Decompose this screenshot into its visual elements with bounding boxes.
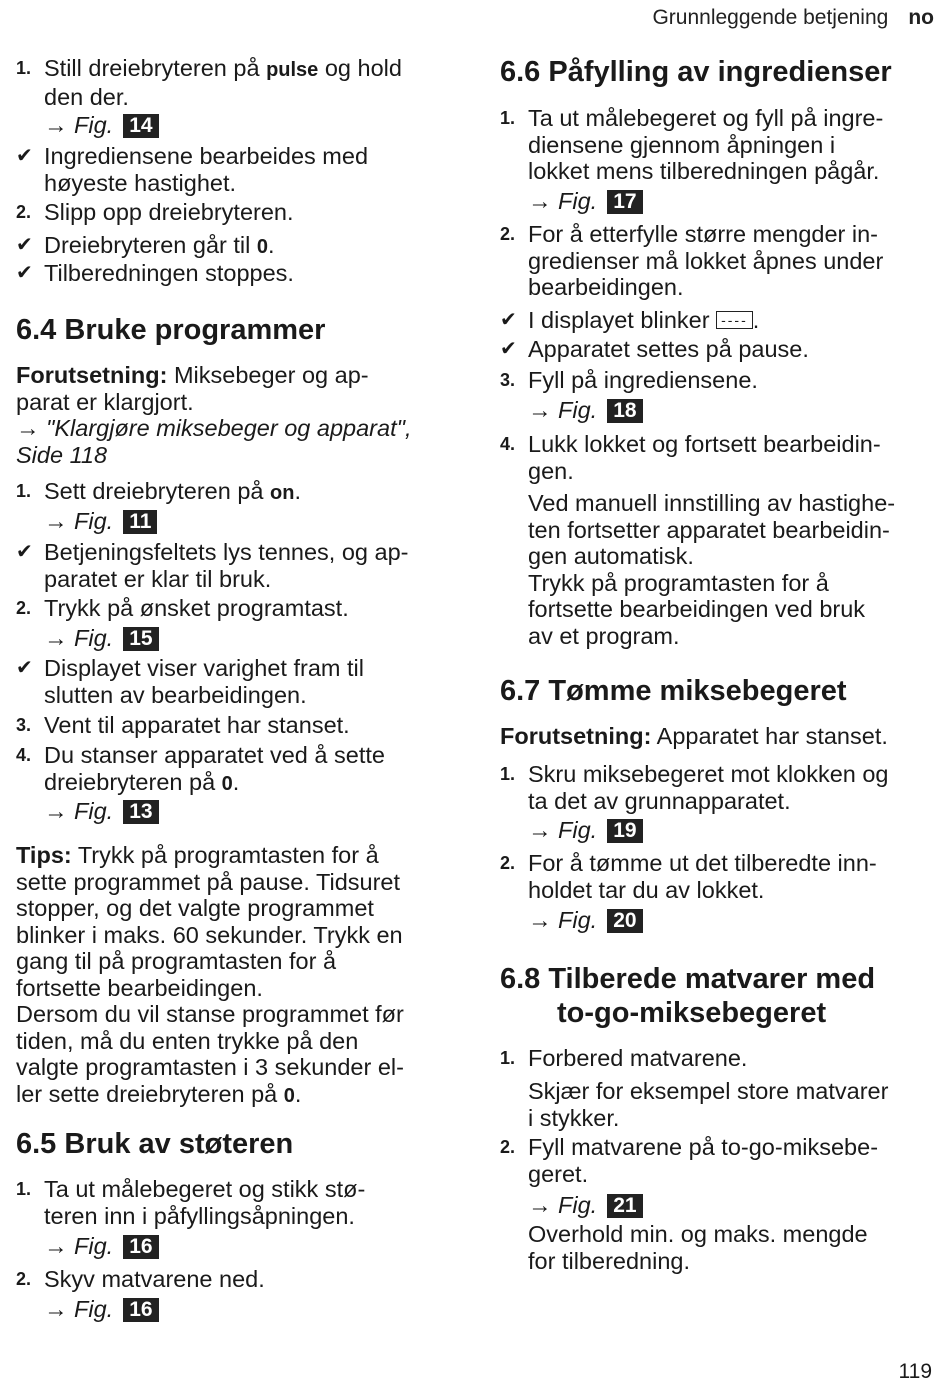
figure-number-badge: 15 xyxy=(123,627,158,651)
togo-step-1: 1. Forbered matvarene. xyxy=(500,1045,748,1071)
figure-reference: → Fig. 13 xyxy=(16,798,159,825)
result-2: ✔ Dreiebryteren går til 0. xyxy=(16,232,275,258)
figure-number-badge: 18 xyxy=(607,399,642,423)
program-step-3: 3. Vent til apparatet har stanset. xyxy=(16,712,350,738)
prerequisite: Forutsetning: Apparatet har stanset. xyxy=(500,723,888,749)
empty-step-2: 2. For å tømme ut det tilberedte inn- holdet tar du av lokket. xyxy=(500,850,877,903)
step-number: 2. xyxy=(16,598,32,618)
arrow-right-icon: → xyxy=(44,112,68,138)
page-number: 119 xyxy=(898,1360,932,1383)
arrow-right-icon: → xyxy=(44,1233,68,1259)
step-number: 2. xyxy=(500,853,516,873)
arrow-right-icon: → xyxy=(528,188,552,214)
heading-6-7: 6.7 Tømme miksebegeret xyxy=(500,675,847,707)
figure-reference: → Fig. 18 xyxy=(500,397,643,424)
pestle-step-2: 2. Skyv matvarene ned. xyxy=(16,1266,265,1292)
running-header xyxy=(652,6,934,30)
figure-reference: → Fig. 11 xyxy=(16,508,157,535)
figure-number-badge: 16 xyxy=(123,1298,158,1322)
prerequisite: Forutsetning: Miksebeger og ap- parat er klargjort. xyxy=(16,362,369,415)
figure-reference: → Fig. 14 xyxy=(16,112,159,139)
empty-step-1: 1. Skru miksebegeret mot klokken og ta det av grunnapparatet. xyxy=(500,761,889,814)
header-language: no xyxy=(908,6,934,29)
togo-note-1: Skjær for eksempel store matvarer i stykker. xyxy=(528,1078,889,1131)
arrow-right-icon: → xyxy=(528,817,552,843)
tips-paragraph: Tips: Trykk på programtasten for å sette programmet på pause. Tidsuret stopper, og det valgte programmet blinker i maks. 60 sekunder. Trykk en gang til på programtasten for å fortsette bearbeidingen. Dersom du vil stanse programmet før tiden, må du enten trykke på den valgte programtasten i 3 sekunder el- ler sette dreiebryteren på 0. xyxy=(16,842,404,1107)
step-number: 2. xyxy=(16,202,32,222)
checkmark-icon: ✔ xyxy=(16,657,33,679)
refill-step-4: 4. Lukk lokket og fortsett bearbeidin- gen. xyxy=(500,431,881,484)
refill-step-2: 2. For å etterfylle større mengder in- gredienser må lokket åpnes under bearbeidingen. xyxy=(500,221,884,300)
arrow-right-icon: → xyxy=(528,907,552,933)
checkmark-icon: ✔ xyxy=(16,234,33,256)
step-number: 4. xyxy=(500,434,516,454)
step-number: 1. xyxy=(500,1048,516,1068)
togo-step-2: 2. Fyll matvarene på to-go-miksebe- geret. xyxy=(500,1134,879,1187)
refill-note: Ved manuell innstilling av hastighe- ten fortsetter apparatet bearbeidin- gen automatisk. Trykk på programtasten for å fortsette bearbeidingen ved bruk av et program. xyxy=(528,490,896,649)
step-2: 2. Slipp opp dreiebryteren. xyxy=(16,199,294,225)
step-1: 1. Still dreiebryteren på pulse og hold den der. xyxy=(16,55,402,110)
checkmark-icon: ✔ xyxy=(16,145,33,167)
step-number: 1. xyxy=(16,481,32,501)
heading-6-5: 6.5 Bruk av støteren xyxy=(16,1128,294,1160)
checkmark-icon: ✔ xyxy=(16,541,33,563)
figure-number-badge: 16 xyxy=(123,1235,158,1259)
figure-number-badge: 17 xyxy=(607,190,642,214)
step-number: 2. xyxy=(500,224,516,244)
figure-number-badge: 20 xyxy=(607,909,642,933)
result-1: ✔ Ingrediensene bearbeides med høyeste hastighet. xyxy=(16,143,369,196)
figure-number-badge: 21 xyxy=(607,1194,642,1218)
figure-number-badge: 13 xyxy=(123,800,158,824)
step-number: 3. xyxy=(500,370,516,390)
heading-6-6: 6.6 Påfylling av ingredienser xyxy=(500,56,892,88)
step-number: 3. xyxy=(16,715,32,735)
arrow-right-icon: → xyxy=(44,508,68,534)
program-step-2: 2. Trykk på ønsket programtast. xyxy=(16,595,349,621)
step-number: 1. xyxy=(500,108,516,128)
checkmark-icon: ✔ xyxy=(500,338,517,360)
checkmark-icon: ✔ xyxy=(500,309,517,331)
arrow-right-icon: → xyxy=(528,397,552,423)
step-number: 1. xyxy=(16,1179,32,1199)
step-number: 1. xyxy=(16,58,32,78)
figure-reference: → Fig. 17 xyxy=(500,188,643,215)
checkmark-icon: ✔ xyxy=(16,262,33,284)
figure-reference: → Fig. 16 xyxy=(16,1233,159,1260)
program-step-1: 1. Sett dreiebryteren på on. xyxy=(16,478,301,504)
refill-step-3: 3. Fyll på ingrediensene. xyxy=(500,367,758,393)
arrow-right-icon: → xyxy=(44,798,68,824)
header-section-title: Grunnleggende betjening xyxy=(652,6,889,29)
arrow-right-icon: → xyxy=(44,1296,68,1322)
figure-reference: → Fig. 20 xyxy=(500,907,643,934)
arrow-right-icon: → xyxy=(528,1192,552,1218)
step-number: 2. xyxy=(500,1137,516,1157)
program-result-2: ✔ Displayet viser varighet fram til slutten av bearbeidingen. xyxy=(16,655,364,708)
step-number: 1. xyxy=(500,764,516,784)
togo-note-2: Overhold min. og maks. mengde for tilberedning. xyxy=(528,1221,868,1274)
pestle-step-1: 1. Ta ut målebegeret og stikk stø- teren inn i påfyllingsåpningen. xyxy=(16,1176,366,1229)
figure-reference: → Fig. 19 xyxy=(500,817,643,844)
display-dashes-symbol: ---- xyxy=(716,311,753,329)
refill-result-1: ✔ I displayet blinker ---- . xyxy=(500,307,760,333)
figure-reference: → Fig. 16 xyxy=(16,1296,159,1323)
figure-reference: → Fig. 15 xyxy=(16,625,159,652)
refill-step-1: 1. Ta ut målebegeret og fyll på ingre- diensene gjennom åpningen i lokket mens tilberedningen pågår. xyxy=(500,105,884,184)
heading-6-8: 6.8 Tilberede matvarer med to-go-miksebegeret xyxy=(500,963,876,1029)
step-number: 4. xyxy=(16,745,32,765)
figure-reference: → Fig. 21 xyxy=(500,1192,643,1219)
figure-number-badge: 19 xyxy=(607,819,642,843)
heading-6-4: 6.4 Bruke programmer xyxy=(16,314,326,346)
program-result-1: ✔ Betjeningsfeltets lys tennes, og ap- paratet er klar til bruk. xyxy=(16,539,409,592)
pulse-setting: pulse xyxy=(266,59,319,81)
result-3: ✔ Tilberedningen stoppes. xyxy=(16,260,294,286)
figure-number-badge: 11 xyxy=(123,510,157,534)
step-number: 2. xyxy=(16,1269,32,1289)
figure-number-badge: 14 xyxy=(123,114,158,138)
arrow-right-icon: → xyxy=(44,625,68,651)
program-step-4: 4. Du stanser apparatet ved å sette dreiebryteren på 0. xyxy=(16,742,385,795)
refill-result-2: ✔ Apparatet settes på pause. xyxy=(500,336,809,362)
cross-reference-link[interactable]: → "Klargjøre miksebeger og apparat", Side 118 xyxy=(16,415,412,468)
